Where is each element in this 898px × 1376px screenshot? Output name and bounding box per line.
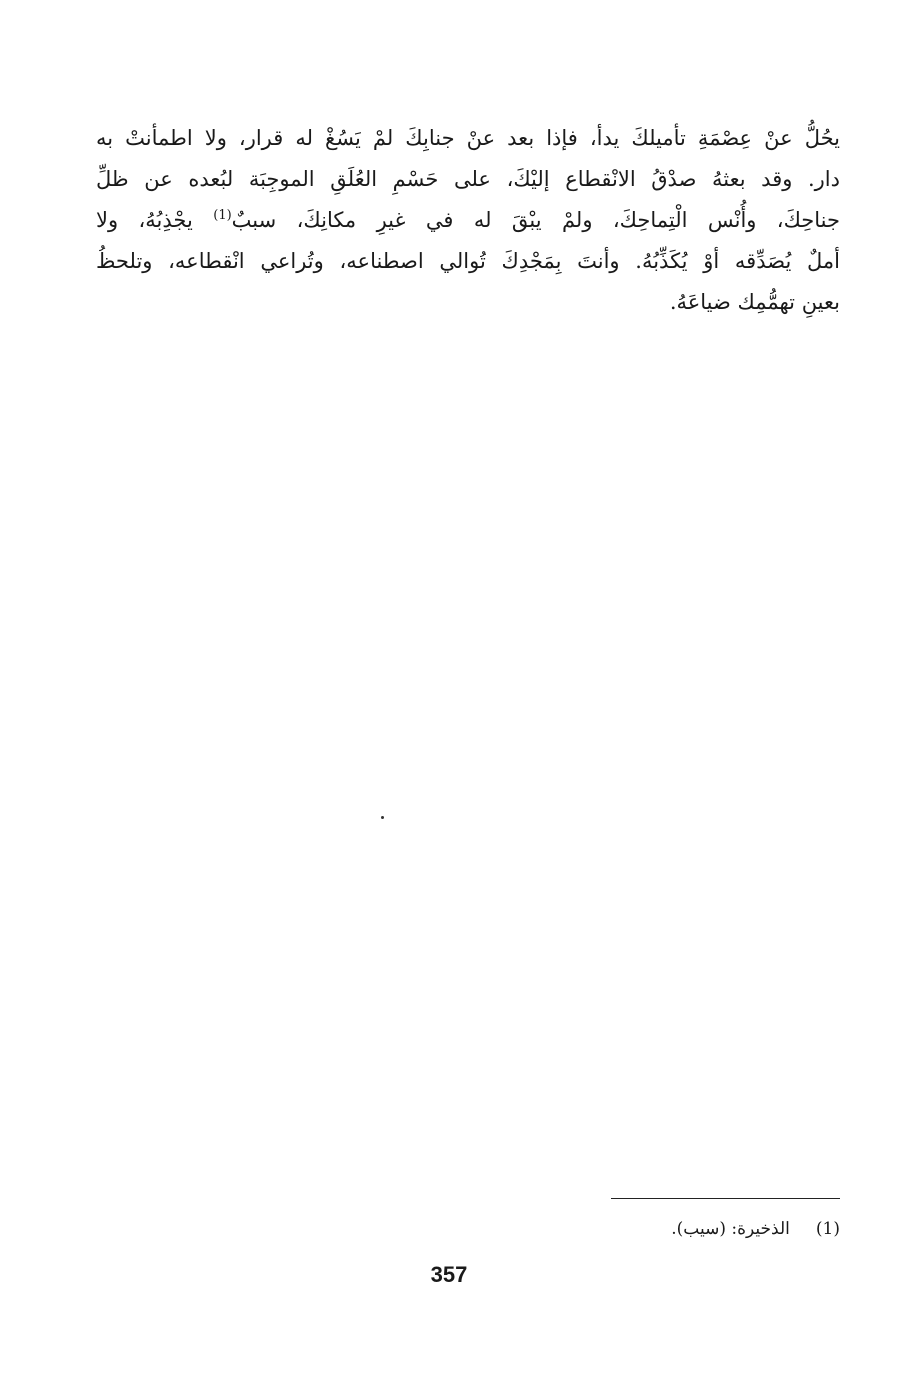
text-line-1: يحُلُّ عنْ عِصْمَةِ تأميلكَ يدأ، فإذا بعد عنْ جنابِكَ لمْ يَسُغْ له قرار، ولا اطمأنتْ به xyxy=(96,126,840,150)
main-paragraph xyxy=(96,118,840,323)
footnote-divider xyxy=(611,1198,840,1199)
page-number: 357 xyxy=(430,1262,468,1287)
text-line-2: دار. وقد بعثهُ صدْقُ الانْقطاع إليْكَ، على حَسْمِ العُلَقِ الموجِبَة لبُعده عن ظلِّ xyxy=(96,167,840,191)
text-line-5: بعينِ تهمُّمِك ضياعَهُ. xyxy=(669,290,840,314)
footnote-number: (1) xyxy=(815,1219,840,1239)
text-line-3-end: يجْذِبُهُ، ولا xyxy=(96,208,193,232)
footnote-text: الذخيرة: (سيب). xyxy=(671,1219,790,1239)
footnote-reference[interactable]: (1) xyxy=(213,208,232,223)
footnote xyxy=(671,1216,840,1242)
text-line-3-start: جناحِكَ، وأُنْس الْتِماحِكَ، ولمْ يبْقَ له في غيرِ مكانِكَ، سببٌ xyxy=(231,208,840,232)
text-line-4: أملٌ يُصَدِّقه أوْ يُكَذِّبُهُ. وأنتَ بِمَجْدِكَ تُوالي اصطناعه، وتُراعي انْقطاعه، وتلحظُ xyxy=(96,249,840,273)
print-speck xyxy=(381,816,384,819)
text-line-3 xyxy=(96,200,840,241)
